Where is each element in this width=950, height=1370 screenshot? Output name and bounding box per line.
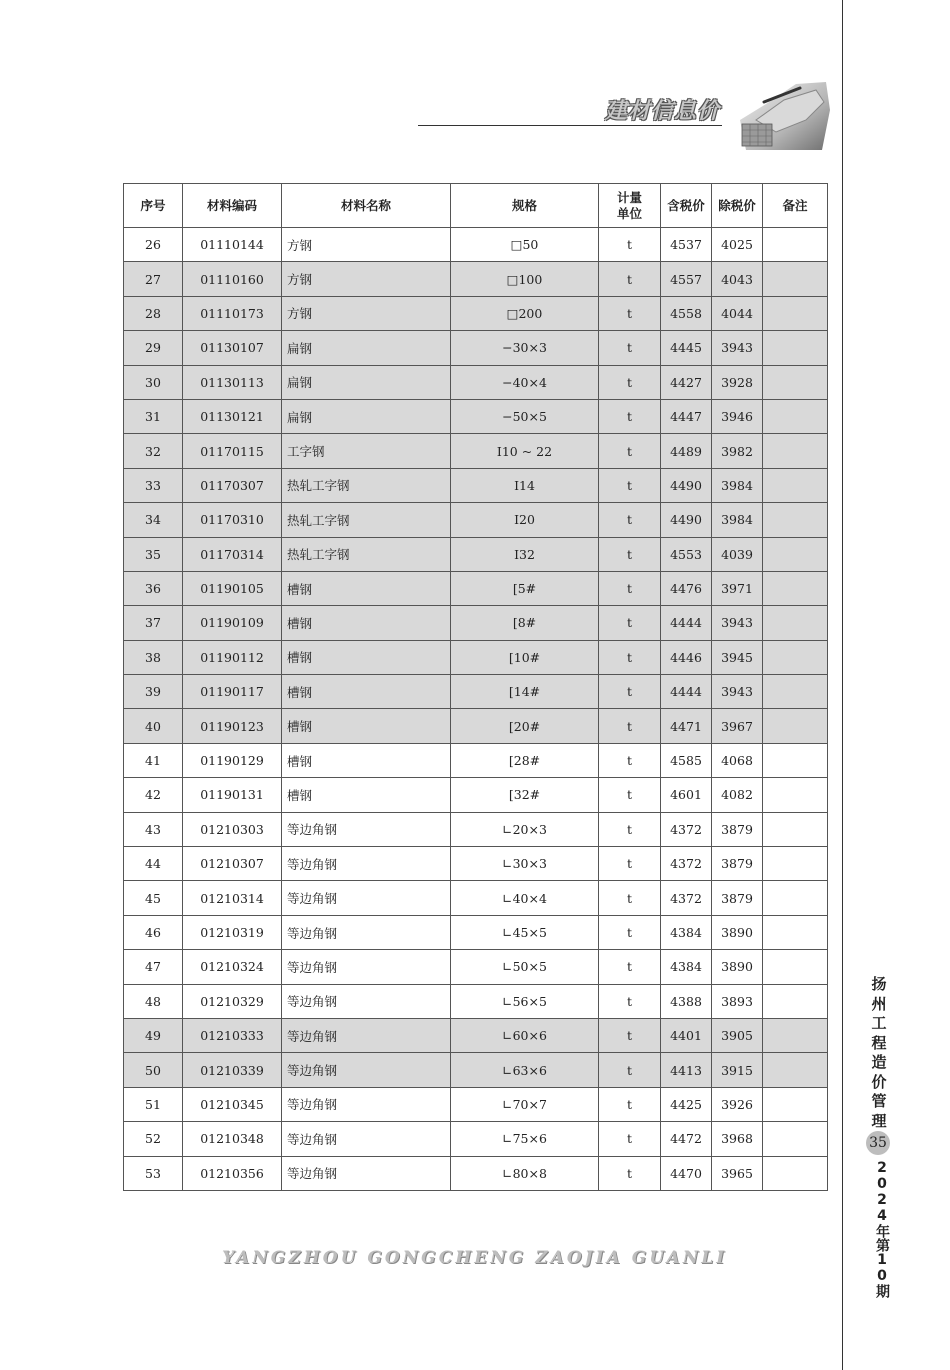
cell-unit: t [599,503,661,537]
cell-tax-price: 4470 [661,1156,712,1190]
cell-name: 槽钢 [282,640,451,674]
cell-name: 热轧工字钢 [282,468,451,502]
material-price-table [123,183,828,1191]
cell-note [763,1122,828,1156]
cell-net-price: 3879 [712,847,763,881]
sidebar-title-char: 理 [871,1111,887,1130]
cell-net-price: 3890 [712,950,763,984]
cell-no: 49 [124,1018,183,1052]
cell-unit: t [599,262,661,296]
cell-code: 01210339 [183,1053,282,1087]
cell-unit: t [599,847,661,881]
cell-unit: t [599,571,661,605]
cell-unit: t [599,296,661,330]
table-row [124,984,828,1018]
cell-spec: □100 [451,262,599,296]
col-header-unit [599,184,661,228]
cell-no: 50 [124,1053,183,1087]
cell-unit: t [599,1122,661,1156]
cell-name: 等边角钢 [282,1053,451,1087]
col-header-note: 备注 [763,184,828,228]
sidebar-title-char: 造 [871,1053,887,1071]
section-title: 建材信息价 [604,99,720,124]
cell-tax-price: 4427 [661,365,712,399]
cell-code: 01210307 [183,847,282,881]
cell-net-price: 4044 [712,296,763,330]
cell-tax-price: 4447 [661,399,712,433]
cell-unit: t [599,1018,661,1052]
table-row [124,399,828,433]
cell-unit: t [599,434,661,468]
cell-note [763,537,828,571]
cell-name: 等边角钢 [282,1087,451,1121]
cell-note [763,571,828,605]
table-row [124,743,828,777]
cell-spec: ∟56×5 [451,984,599,1018]
cell-tax-price: 4585 [661,743,712,777]
cell-unit: t [599,915,661,949]
cell-note [763,709,828,743]
cell-no: 40 [124,709,183,743]
cell-name: 等边角钢 [282,915,451,949]
cell-net-price: 3982 [712,434,763,468]
cell-code: 01210356 [183,1156,282,1190]
cell-code: 01190131 [183,778,282,812]
cell-tax-price: 4413 [661,1053,712,1087]
table-row [124,537,828,571]
cell-code: 01110173 [183,296,282,330]
cell-net-price: 4068 [712,743,763,777]
cell-net-price: 3926 [712,1087,763,1121]
table-header-row [124,184,828,228]
cell-tax-price: 4384 [661,915,712,949]
cell-no: 34 [124,503,183,537]
cell-no: 48 [124,984,183,1018]
table-body [124,228,828,1191]
cell-spec: ∟75×6 [451,1122,599,1156]
cell-spec: I14 [451,468,599,502]
cell-name: 槽钢 [282,709,451,743]
cell-code: 01210333 [183,1018,282,1052]
col-header-name: 材料名称 [282,184,451,228]
cell-spec: ∟30×3 [451,847,599,881]
cell-unit: t [599,950,661,984]
header-underline [418,125,722,126]
cell-spec: [8# [451,606,599,640]
cell-note [763,1156,828,1190]
page-number-badge: 35 [866,1131,890,1155]
cell-note [763,228,828,262]
cell-name: 工字钢 [282,434,451,468]
cell-spec: □200 [451,296,599,330]
sidebar-title-char: 工 [871,1014,887,1032]
cell-net-price: 3967 [712,709,763,743]
cell-note [763,399,828,433]
cell-spec: −40×4 [451,365,599,399]
col-header-tax-price: 含税价 [661,184,712,228]
cell-spec: ∟20×3 [451,812,599,846]
cell-code: 01210348 [183,1122,282,1156]
cell-note [763,503,828,537]
table-row [124,468,828,502]
cell-unit: t [599,1053,661,1087]
cell-code: 01190129 [183,743,282,777]
cell-code: 01130121 [183,399,282,433]
cell-note [763,434,828,468]
sidebar-title-char: 州 [871,994,887,1013]
cell-net-price: 4039 [712,537,763,571]
cell-unit: t [599,675,661,709]
cell-note [763,915,828,949]
cell-name: 方钢 [282,296,451,330]
cell-tax-price: 4537 [661,228,712,262]
cell-tax-price: 4444 [661,606,712,640]
cell-code: 01190112 [183,640,282,674]
cell-no: 36 [124,571,183,605]
cell-note [763,640,828,674]
cell-tax-price: 4445 [661,331,712,365]
cell-spec: [20# [451,709,599,743]
cell-code: 01170115 [183,434,282,468]
cell-note [763,984,828,1018]
cell-code: 01170314 [183,537,282,571]
cell-tax-price: 4446 [661,640,712,674]
cell-net-price: 3965 [712,1156,763,1190]
table-row [124,1156,828,1190]
table-row [124,847,828,881]
cell-code: 01210314 [183,881,282,915]
table-row [124,1053,828,1087]
cell-code: 01210303 [183,812,282,846]
cell-tax-price: 4553 [661,537,712,571]
cell-note [763,950,828,984]
cell-tax-price: 4372 [661,812,712,846]
cell-tax-price: 4384 [661,950,712,984]
cell-unit: t [599,1156,661,1190]
cell-spec: −30×3 [451,331,599,365]
cell-tax-price: 4490 [661,468,712,502]
cell-net-price: 3928 [712,365,763,399]
cell-name: 槽钢 [282,571,451,605]
table-row [124,331,828,365]
cell-no: 26 [124,228,183,262]
table-row [124,1122,828,1156]
cell-note [763,365,828,399]
cell-net-price: 3879 [712,812,763,846]
cell-spec: I32 [451,537,599,571]
table-row [124,365,828,399]
cell-unit: t [599,399,661,433]
cell-spec: [14# [451,675,599,709]
footer-latin-title: YANGZHOU GONGCHENG ZAOJIA GUANLI [222,1248,728,1268]
cell-tax-price: 4489 [661,434,712,468]
table-row [124,640,828,674]
cell-code: 01210329 [183,984,282,1018]
cell-name: 等边角钢 [282,1018,451,1052]
cell-name: 方钢 [282,228,451,262]
cell-spec: [28# [451,743,599,777]
cell-spec: ∟40×4 [451,881,599,915]
cell-no: 41 [124,743,183,777]
cell-spec: [10# [451,640,599,674]
cell-code: 01170310 [183,503,282,537]
cell-name: 扁钢 [282,331,451,365]
cell-unit: t [599,537,661,571]
cell-name: 等边角钢 [282,950,451,984]
sidebar-journal-title [868,975,890,1131]
cell-tax-price: 4425 [661,1087,712,1121]
cell-net-price: 3946 [712,399,763,433]
cell-name: 方钢 [282,262,451,296]
cell-net-price: 4043 [712,262,763,296]
cell-spec: ∟60×6 [451,1018,599,1052]
cell-no: 29 [124,331,183,365]
cell-name: 等边角钢 [282,847,451,881]
cell-net-price: 3971 [712,571,763,605]
table-row [124,709,828,743]
cell-net-price: 3915 [712,1053,763,1087]
cell-no: 42 [124,778,183,812]
cell-no: 43 [124,812,183,846]
cell-unit: t [599,984,661,1018]
table-row [124,881,828,915]
cell-net-price: 3905 [712,1018,763,1052]
cell-spec: ∟50×5 [451,950,599,984]
cell-spec: ∟80×8 [451,1156,599,1190]
cell-no: 37 [124,606,183,640]
cell-unit: t [599,468,661,502]
col-header-spec: 规格 [451,184,599,228]
col-header-no: 序号 [124,184,183,228]
table-row [124,228,828,262]
cell-no: 45 [124,881,183,915]
cell-no: 30 [124,365,183,399]
unit-header-line2: 单位 [616,205,642,221]
table-row [124,812,828,846]
table-row [124,915,828,949]
cell-spec: −50×5 [451,399,599,433]
cell-code: 01170307 [183,468,282,502]
cell-no: 47 [124,950,183,984]
cell-no: 35 [124,537,183,571]
cell-net-price: 3890 [712,915,763,949]
col-header-net-price: 除税价 [712,184,763,228]
cell-note [763,331,828,365]
cell-net-price: 3984 [712,503,763,537]
table-row [124,675,828,709]
cell-name: 热轧工字钢 [282,537,451,571]
cell-no: 38 [124,640,183,674]
cell-no: 32 [124,434,183,468]
cell-name: 槽钢 [282,743,451,777]
table-row [124,262,828,296]
cell-no: 53 [124,1156,183,1190]
cell-note [763,1018,828,1052]
cell-spec: I20 [451,503,599,537]
cell-code: 01130107 [183,331,282,365]
cell-net-price: 3945 [712,640,763,674]
cell-spec: I10 ~ 22 [451,434,599,468]
cell-tax-price: 4490 [661,503,712,537]
cell-note [763,675,828,709]
cell-net-price: 3943 [712,606,763,640]
cell-code: 01190123 [183,709,282,743]
cell-name: 等边角钢 [282,812,451,846]
unit-header-line1: 计量 [616,189,642,205]
table-row [124,503,828,537]
sidebar-title-char: 管 [871,1092,887,1110]
cell-tax-price: 4401 [661,1018,712,1052]
cell-code: 01110144 [183,228,282,262]
cell-unit: t [599,331,661,365]
cell-note [763,778,828,812]
cell-no: 28 [124,296,183,330]
section-header [418,80,830,160]
sidebar-title-char: 价 [871,1072,887,1091]
table-row [124,1087,828,1121]
cell-no: 31 [124,399,183,433]
cell-net-price: 3879 [712,881,763,915]
page-edge-rule [842,0,843,1370]
cell-code: 01210319 [183,915,282,949]
table-row [124,296,828,330]
cell-unit: t [599,1087,661,1121]
table-row [124,571,828,605]
cell-code: 01210324 [183,950,282,984]
cell-spec: ∟63×6 [451,1053,599,1087]
cell-tax-price: 4388 [661,984,712,1018]
cell-unit: t [599,640,661,674]
table-row [124,778,828,812]
cell-net-price: 3893 [712,984,763,1018]
cell-spec: ∟70×7 [451,1087,599,1121]
cell-name: 等边角钢 [282,881,451,915]
cell-note [763,847,828,881]
table-row [124,434,828,468]
cell-name: 槽钢 [282,675,451,709]
cell-unit: t [599,709,661,743]
cell-name: 扁钢 [282,365,451,399]
sidebar-title-char: 程 [871,1033,887,1052]
cell-unit: t [599,881,661,915]
cell-tax-price: 4557 [661,262,712,296]
cell-name: 等边角钢 [282,1122,451,1156]
cell-spec: [5# [451,571,599,605]
cell-unit: t [599,743,661,777]
table-row [124,606,828,640]
cell-name: 等边角钢 [282,984,451,1018]
cell-note [763,606,828,640]
cell-spec: □50 [451,228,599,262]
cell-note [763,1053,828,1087]
cell-code: 01190117 [183,675,282,709]
cell-name: 槽钢 [282,606,451,640]
cell-note [763,296,828,330]
cell-net-price: 4082 [712,778,763,812]
cell-unit: t [599,778,661,812]
cell-no: 39 [124,675,183,709]
cell-no: 52 [124,1122,183,1156]
cell-no: 46 [124,915,183,949]
cell-no: 33 [124,468,183,502]
cell-note [763,812,828,846]
cell-net-price: 3943 [712,331,763,365]
cell-no: 27 [124,262,183,296]
cell-note [763,262,828,296]
cell-tax-price: 4601 [661,778,712,812]
sidebar-title-char: 扬 [871,975,887,993]
cell-code: 01190105 [183,571,282,605]
cell-spec: ∟45×5 [451,915,599,949]
cell-note [763,743,828,777]
cell-tax-price: 4444 [661,675,712,709]
cell-unit: t [599,812,661,846]
table-row [124,1018,828,1052]
cell-net-price: 3968 [712,1122,763,1156]
cell-note [763,468,828,502]
cell-note [763,1087,828,1121]
cell-net-price: 3984 [712,468,763,502]
cell-name: 等边角钢 [282,1156,451,1190]
cell-code: 01190109 [183,606,282,640]
cell-name: 槽钢 [282,778,451,812]
cell-spec: [32# [451,778,599,812]
col-header-code: 材料编码 [183,184,282,228]
cell-tax-price: 4472 [661,1122,712,1156]
cell-tax-price: 4471 [661,709,712,743]
cell-name: 热轧工字钢 [282,503,451,537]
cell-note [763,881,828,915]
cell-no: 51 [124,1087,183,1121]
cell-no: 44 [124,847,183,881]
cell-unit: t [599,606,661,640]
cell-net-price: 3943 [712,675,763,709]
cell-tax-price: 4476 [661,571,712,605]
sidebar-issue: 2024年第10期 [874,1160,890,1298]
cell-tax-price: 4558 [661,296,712,330]
table-row [124,950,828,984]
cell-tax-price: 4372 [661,847,712,881]
cell-code: 01110160 [183,262,282,296]
cell-code: 01130113 [183,365,282,399]
cell-unit: t [599,228,661,262]
cell-net-price: 4025 [712,228,763,262]
cell-tax-price: 4372 [661,881,712,915]
cell-name: 扁钢 [282,399,451,433]
cell-code: 01210345 [183,1087,282,1121]
cell-unit: t [599,365,661,399]
hand-with-pen-photo [726,80,830,152]
